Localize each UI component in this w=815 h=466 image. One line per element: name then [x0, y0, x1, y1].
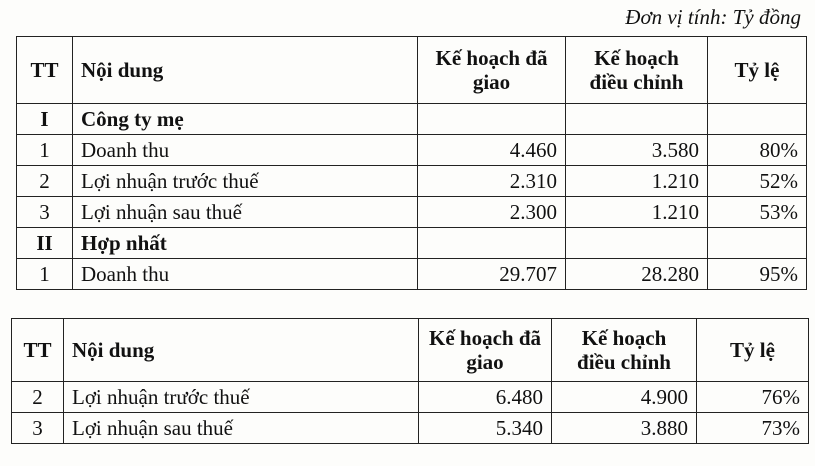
- cell-planned: [418, 104, 566, 135]
- header-content: Nội dung: [64, 319, 419, 382]
- table-row: [17, 104, 807, 135]
- table-row: [17, 228, 807, 259]
- cell-content: Hợp nhất: [73, 228, 418, 259]
- cell-planned: 2.310: [418, 166, 566, 197]
- header-ratio: Tỷ lệ: [697, 319, 809, 382]
- header-tt: TT: [17, 37, 73, 104]
- plan-table-2: [11, 318, 809, 444]
- table-row: [17, 166, 807, 197]
- header-planned: Kế hoạch đã giao: [418, 37, 566, 104]
- cell-ratio: [708, 228, 807, 259]
- cell-planned: 6.480: [419, 382, 552, 413]
- plan-table-1: [16, 36, 807, 290]
- cell-tt: I: [17, 104, 73, 135]
- header-adjusted: Kế hoạch điều chỉnh: [566, 37, 708, 104]
- cell-ratio: 76%: [697, 382, 809, 413]
- cell-ratio: [708, 104, 807, 135]
- cell-planned: 4.460: [418, 135, 566, 166]
- cell-adjusted: [566, 228, 708, 259]
- cell-planned: 29.707: [418, 259, 566, 290]
- cell-content: Lợi nhuận trước thuế: [73, 166, 418, 197]
- header-tt: TT: [12, 319, 64, 382]
- cell-adjusted: 3.580: [566, 135, 708, 166]
- cell-content: Lợi nhuận trước thuế: [64, 382, 419, 413]
- header-ratio: Tỷ lệ: [708, 37, 807, 104]
- table-row: [12, 382, 809, 413]
- table-row: [12, 413, 809, 444]
- cell-tt: 3: [12, 413, 64, 444]
- cell-tt: 1: [17, 135, 73, 166]
- cell-tt: II: [17, 228, 73, 259]
- cell-planned: 5.340: [419, 413, 552, 444]
- table-row: [17, 135, 807, 166]
- header-planned: Kế hoạch đã giao: [419, 319, 552, 382]
- cell-tt: 2: [17, 166, 73, 197]
- cell-ratio: 52%: [708, 166, 807, 197]
- cell-tt: 2: [12, 382, 64, 413]
- cell-adjusted: 1.210: [566, 197, 708, 228]
- cell-content: Doanh thu: [73, 259, 418, 290]
- cell-adjusted: 3.880: [552, 413, 697, 444]
- cell-ratio: 95%: [708, 259, 807, 290]
- header-content: Nội dung: [73, 37, 418, 104]
- cell-adjusted: 1.210: [566, 166, 708, 197]
- cell-content: Công ty mẹ: [73, 104, 418, 135]
- cell-content: Doanh thu: [73, 135, 418, 166]
- header-adjusted: Kế hoạch điều chỉnh: [552, 319, 697, 382]
- table-row: [17, 197, 807, 228]
- unit-note: Đơn vị tính: Tỷ đồng: [625, 5, 801, 29]
- cell-content: Lợi nhuận sau thuế: [64, 413, 419, 444]
- cell-planned: 2.300: [418, 197, 566, 228]
- cell-adjusted: [566, 104, 708, 135]
- table-header-row: [17, 37, 807, 104]
- table-row: [17, 259, 807, 290]
- cell-adjusted: 4.900: [552, 382, 697, 413]
- cell-ratio: 80%: [708, 135, 807, 166]
- cell-adjusted: 28.280: [566, 259, 708, 290]
- cell-tt: 3: [17, 197, 73, 228]
- table-header-row: [12, 319, 809, 382]
- cell-ratio: 53%: [708, 197, 807, 228]
- cell-planned: [418, 228, 566, 259]
- cell-content: Lợi nhuận sau thuế: [73, 197, 418, 228]
- cell-tt: 1: [17, 259, 73, 290]
- cell-ratio: 73%: [697, 413, 809, 444]
